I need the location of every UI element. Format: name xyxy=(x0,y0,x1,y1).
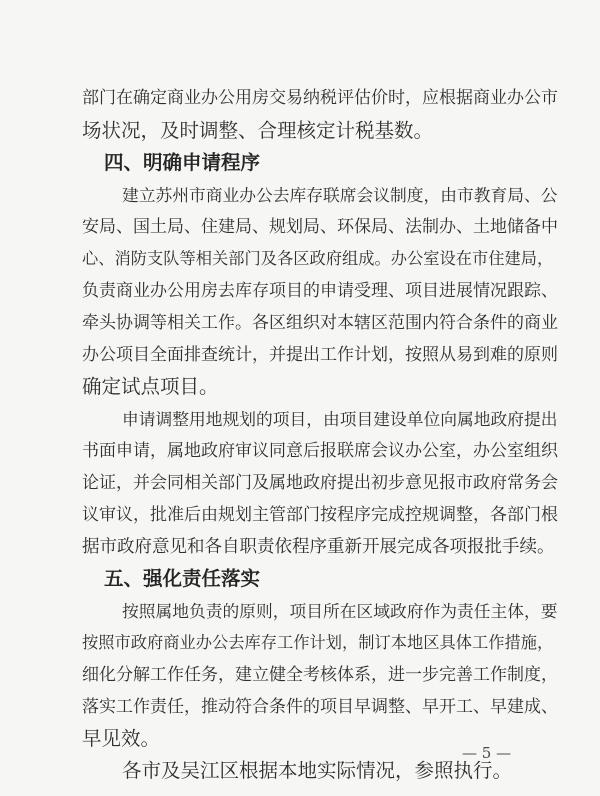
page-number: — 5 — xyxy=(462,744,512,762)
text-line: 办公项目全面排查统计，并提出工作计划，按照从易到难的原则 xyxy=(82,345,558,365)
text-line: 安局、国土局、住建局、规划局、环保局、法制办、土地储备中 xyxy=(82,217,558,237)
text-line: 部门在确定商业办公用房交易纳税评估价时，应根据商业办公市 xyxy=(82,88,558,108)
section-heading: 五、强化责任落实 xyxy=(104,567,261,590)
text-line: 建立苏州市商业办公去库存联席会议制度，由市教育局、公 xyxy=(122,185,558,205)
text-line: 场状况，及时调整、合理核定计税基数。 xyxy=(82,119,434,142)
text-line: 早见效。 xyxy=(82,727,161,750)
text-line: 牵头协调等相关工作。各区组织对本辖区范围内符合条件的商业 xyxy=(82,313,558,333)
text-line: 议审议，批准后由规划主管部门按程序完成控规调整，各部门根 xyxy=(82,505,558,525)
text-line: 按照属地负责的原则，项目所在区域政府作为责任主体，要 xyxy=(122,601,558,621)
text-line: 书面申请，属地政府审议同意后报联席会议办公室，办公室组织 xyxy=(82,441,558,461)
text-line: 负责商业办公用房去库存项目的申请受理、项目进展情况跟踪、 xyxy=(82,281,558,301)
text-line: 落实工作责任，推动符合条件的项目早调整、早开工、早建成、 xyxy=(82,697,558,717)
text-line: 各市及吴江区根据本地实际情况，参照执行。 xyxy=(122,759,513,782)
text-line: 论证，并会同相关部门及属地政府提出初步意见报市政府常务会 xyxy=(82,473,558,493)
text-line: 据市政府意见和各自职责依程序重新开展完成各项报批手续。 xyxy=(82,537,555,557)
text-line: 心、消防支队等相关部门及各区政府组成。办公室设在市住建局， xyxy=(82,249,554,268)
text-line: 细化分解工作任务，建立健全考核体系，进一步完善工作制度， xyxy=(82,665,558,685)
section-heading: 四、明确申请程序 xyxy=(104,151,261,174)
text-line: 按照市政府商业办公去库存工作计划，制订本地区具体工作措施， xyxy=(82,633,554,652)
text-line: 确定试点项目。 xyxy=(82,375,219,398)
text-line: 申请调整用地规划的项目，由项目建设单位向属地政府提出 xyxy=(122,409,558,429)
